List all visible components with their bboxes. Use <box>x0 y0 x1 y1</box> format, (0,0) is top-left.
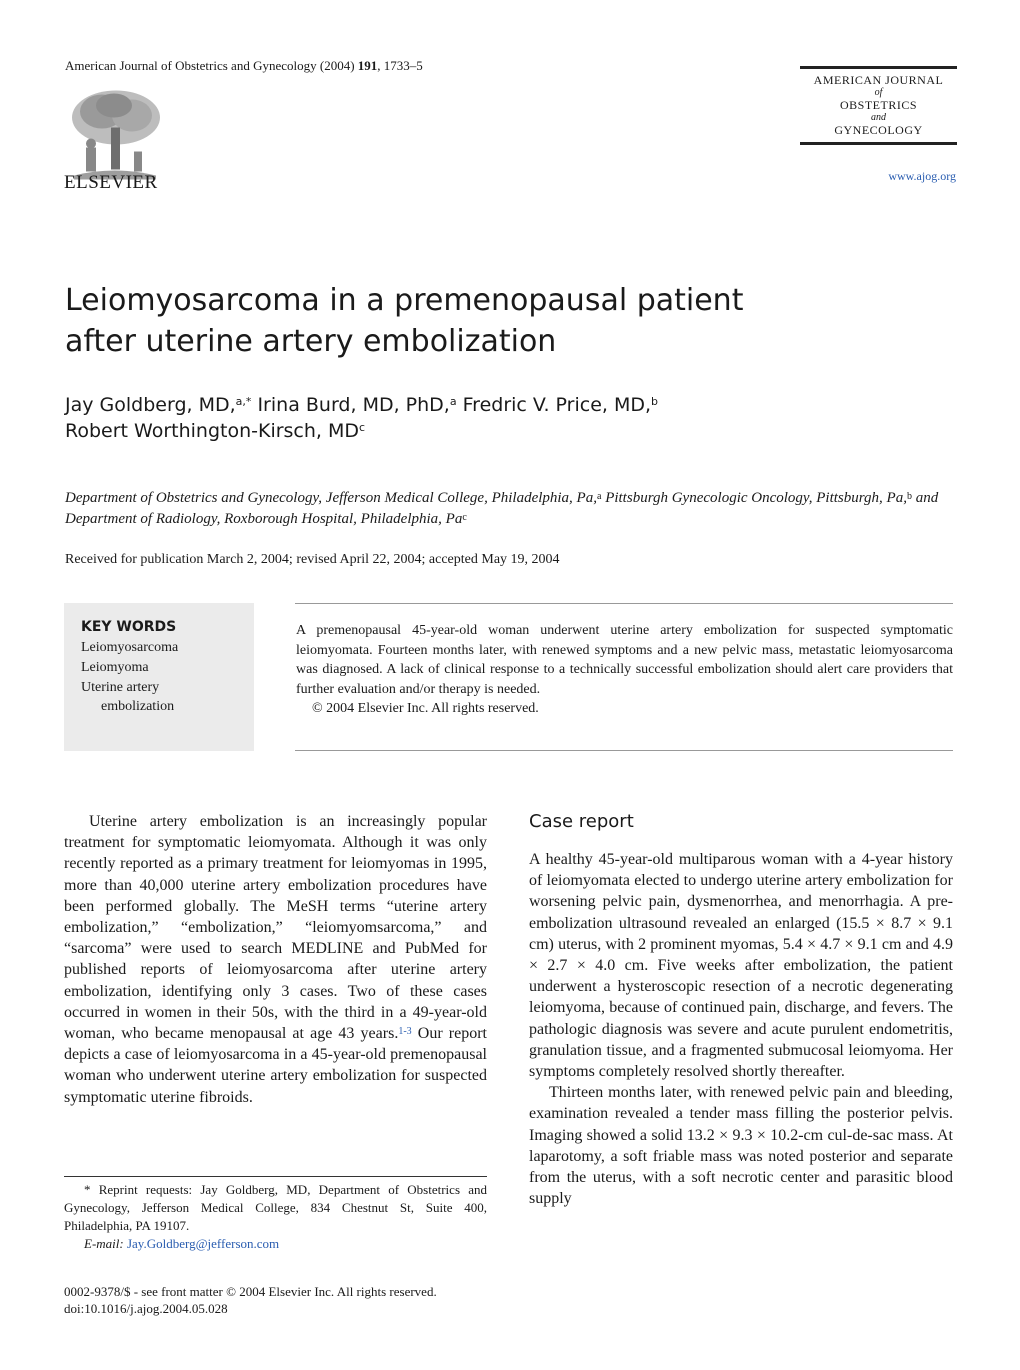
keyword-item: embolization <box>101 699 175 714</box>
email-link[interactable]: Jay.Goldberg@jefferson.com <box>126 1236 280 1251</box>
citation-link[interactable]: 1-3 <box>398 1026 412 1038</box>
reprint-requests: * Reprint requests: Jay Goldberg, MD, Department of Obstetrics and Gynecology, Jefferson Medical College, 834 Chestnut St, Suite 400, Philadelphia, PA 19107. <box>64 1182 487 1233</box>
title-line-1: Leiomyosarcoma in a premenopausal patient <box>65 283 744 318</box>
masthead-line2: of <box>874 87 883 98</box>
journal-pages: , 1733–5 <box>377 58 423 73</box>
abstract-text: A premenopausal 45-year-old woman underwent uterine artery embolization for suspected symptomatic leiomyomata. Fourteen months later, with renewed symptoms and a new pelvic mass, metastatic leiomyosarcoma was diagnosed. A lack of clinical response to a technically successful embolization should alert care providers that further evaluation and/or therapy is needed. <box>296 623 953 697</box>
author-list <box>65 392 945 444</box>
masthead-line3: OBSTETRICS <box>839 98 917 112</box>
affiliation-c: and Department of Radiology, Roxborough Hospital, Philadelphia, Pa <box>65 490 939 527</box>
case-paragraph-1: A healthy 45-year-old multiparous woman with a 4-year history of leiomyomata elected to undergo uterine artery embolization for worsening pelvic pain, dysmenorrhea, and menorrhagia. A pre-embolization ultrasound revealed an enlarged (15.5 × 8.7 × 9.1 cm) uterus, with 2 prominent myomas, 5.4 × 4.7 × 9.1 cm and 4.9 × 2.7 × 4.0 cm. Five weeks after embolization, the patient underwent a hysteroscopic resection of a necrotic degenerating leiomyoma, because of continued pain, discharge, and fevers. The pathologic diagnosis was severe and acute purulent endometritis, granulation tissue, and a fragmented submucosal leiomyoma. Her symptoms completely resolved shortly thereafter. <box>529 851 953 1081</box>
keyword-item: Leiomyoma <box>81 660 149 675</box>
introduction <box>64 811 487 1108</box>
masthead-rule-top <box>800 66 957 69</box>
issn-line: 0002-9378/$ - see front matter © 2004 Elsevier Inc. All rights reserved. <box>64 1284 437 1299</box>
abstract <box>296 621 953 719</box>
title-line-2: after uterine artery embolization <box>65 324 557 359</box>
abstract-copyright: © 2004 Elsevier Inc. All rights reserved. <box>312 701 539 716</box>
journal-masthead <box>800 66 957 145</box>
footnote <box>64 1181 487 1253</box>
keyword-item: Leiomyosarcoma <box>81 640 179 655</box>
case-paragraph-2: Thirteen months later, with renewed pelvic pain and bleeding, examination revealed a tender mass filling the posterior pelvis. Imaging showed a solid 13.2 × 9.3 × 10.2-cm cul-de-sac mass. At laparotomy, a soft friable mass was noted posterior and separate from the uterus, with a soft necrotic center and parasitic blood supply <box>529 1084 953 1208</box>
affiliation-a: Department of Obstetrics and Gynecology, Jefferson Medical College, Philadelphia, Pa, <box>65 490 597 506</box>
masthead-rule-bottom <box>800 142 957 145</box>
doi-line: doi:10.1016/j.ajog.2004.05.028 <box>64 1301 228 1316</box>
journal-volume: 191 <box>357 58 378 73</box>
keyword-item: Uterine artery <box>81 680 160 695</box>
case-report-heading: Case report <box>529 811 634 832</box>
journal-citation <box>65 58 423 74</box>
author-3[interactable]: Fredric V. Price, MD,$^b$ <box>462 394 659 416</box>
article-title <box>65 280 925 362</box>
bottom-matter <box>64 1283 437 1317</box>
author-1[interactable]: Jay Goldberg, MD,$^{a,*}$ <box>65 394 252 416</box>
abstract-rule-top <box>295 603 953 604</box>
footnote-rule <box>64 1176 487 1177</box>
intro-paragraph: Uterine artery embolization is an increasingly popular treatment for symptomatic leiomyomata. Although it was only recently reported as a primary treatment for leiomyomas in 1995, more than 40,000 uterine artery embolization procedures have been performed globally. The MeSH terms “uterine artery embolization,” “embolization,” “leiomyomsarcoma,” and “sarcoma” were used to search MEDLINE and PubMed for published reports of leiomyosarcoma after uterine artery embolization, identifying only 3 cases. Two of these cases occurred in women in their 50s, with the third in a 49-year-old woman, who became menopausal at age 43 years.$^{1-3}$ Our report depicts a case of leiomyosarcoma in a 45-year-old premenopausal woman who underwent uterine artery embolization for suspected symptomatic uterine fibroids. <box>64 813 487 1106</box>
publisher-name: ELSEVIER <box>64 172 158 193</box>
affiliation-b: Pittsburgh Gynecologic Oncology, Pittsburgh, Pa, <box>605 490 907 506</box>
received-dates: Received for publication March 2, 2004; revised April 22, 2004; accepted May 19, 2004 <box>65 552 560 567</box>
author-2[interactable]: Irina Burd, MD, PhD,$^a$ <box>257 394 457 416</box>
case-report-body <box>529 849 953 1209</box>
journal-name: American Journal of Obstetrics and Gynecology (2004) <box>65 58 358 73</box>
journal-url-link[interactable]: www.ajog.org <box>888 169 956 183</box>
masthead-line1: AMERICAN JOURNAL <box>813 73 944 87</box>
affiliations: Department of Obstetrics and Gynecology, Jefferson Medical College, Philadelphia, Pa,$^a$ Pittsburgh Gynecologic Oncology, Pittsburgh, Pa,$^b$ and Department of Radiology, Roxborough Hospital, Philadelphia, Pa$^c$ <box>65 490 939 527</box>
author-4[interactable]: Robert Worthington-Kirsch, $MD^c$ <box>65 420 366 442</box>
masthead-line4: and <box>871 112 886 123</box>
masthead-line5: GYNECOLOGY <box>834 123 923 137</box>
keywords-heading: KEY WORDS <box>81 619 177 635</box>
abstract-rule-bottom <box>295 750 953 751</box>
email-line: E-mail: Jay.Goldberg@jefferson.com <box>84 1236 280 1251</box>
